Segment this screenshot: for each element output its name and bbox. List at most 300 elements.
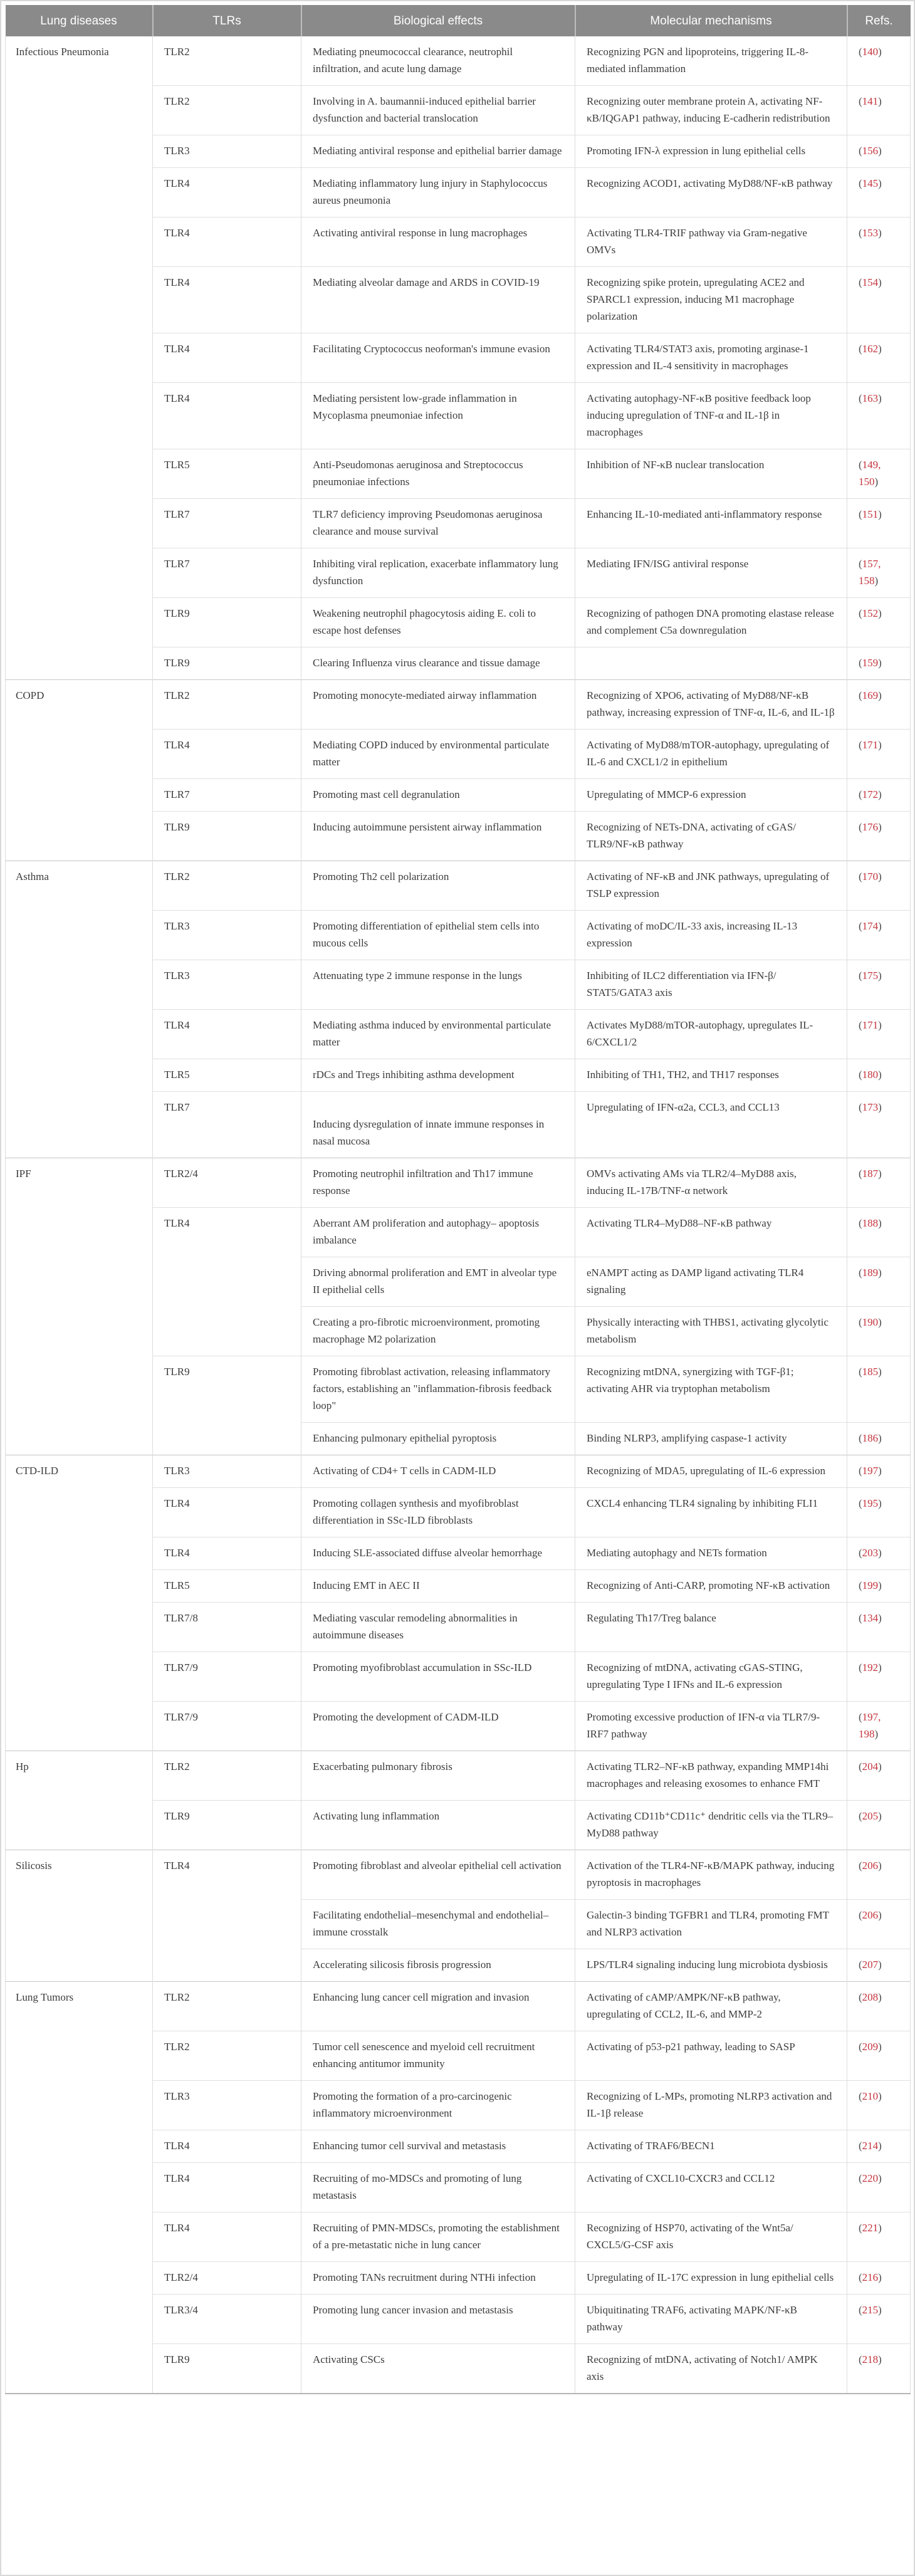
tlr-cell: TLR7/9 [153, 1652, 301, 1702]
ref-link[interactable]: 170 [862, 871, 879, 882]
ref-link[interactable]: 175 [862, 970, 879, 982]
mechanism-cell: Recognizing of mtDNA, activating of Notch1/ AMPK axis [575, 2344, 847, 2394]
effect-cell: Mediating antiviral response and epithelial barrier damage [301, 135, 575, 168]
mechanism-cell: LPS/TLR4 signaling inducing lung microbiota dysbiosis [575, 1949, 847, 1982]
tlr-cell: TLR3/4 [153, 2295, 301, 2344]
ref-link[interactable]: 215 [862, 2304, 879, 2316]
ref-link[interactable]: 221 [862, 2222, 879, 2234]
refs-cell [847, 2295, 911, 2344]
ref-paren-open: ( [859, 343, 862, 355]
ref-paren-close: ) [878, 2090, 882, 2102]
ref-paren-open: ( [859, 1497, 862, 1509]
effect-cell: Anti-Pseudomonas aeruginosa and Streptococcus pneumoniae infections [301, 449, 575, 499]
refs-cell [847, 1208, 911, 1257]
ref-paren-open: ( [859, 1432, 862, 1444]
ref-paren-open: ( [859, 2353, 862, 2365]
tlr-cell: TLR2 [153, 680, 301, 730]
table-body [6, 36, 911, 2394]
ref-link[interactable]: 180 [862, 1069, 879, 1081]
ref-paren-close: ) [878, 508, 882, 520]
refs-cell [847, 1356, 911, 1423]
ref-paren-close: ) [878, 1316, 882, 1328]
ref-paren-close: ) [878, 821, 882, 833]
ref-paren-close: ) [878, 1579, 882, 1591]
ref-paren-close: ) [878, 1168, 882, 1180]
tlr-cell: TLR7 [153, 779, 301, 812]
mechanism-cell: Activating of MyD88/mTOR-autophagy, upregulating of IL-6 and CXCL1/2 in epithelium [575, 730, 847, 779]
ref-paren-close: ) [874, 1728, 879, 1740]
ref-paren-open: ( [859, 2222, 862, 2234]
tlr-cell: TLR2 [153, 1751, 301, 1801]
effect-cell: Promoting TANs recruitment during NTHi infection [301, 2262, 575, 2295]
ref-paren-close: ) [878, 1267, 882, 1279]
mechanism-cell: Recognizing of mtDNA, activating cGAS-STING, upregulating Type I IFNs and IL-6 expression [575, 1652, 847, 1702]
ref-paren-open: ( [859, 689, 862, 701]
tlr-cell: TLR9 [153, 598, 301, 647]
ref-paren-close: ) [878, 920, 882, 932]
ref-link[interactable]: 204 [862, 1761, 879, 1772]
effect-cell: Promoting neutrophil infiltration and Th17 immune response [301, 1158, 575, 1208]
tlr-cell: TLR4 [153, 1850, 301, 1982]
mechanism-cell: Mediating autophagy and NETs formation [575, 1537, 847, 1570]
refs-cell [847, 2212, 911, 2262]
mechanism-cell: Upregulating of IFN-α2a, CCL3, and CCL13 [575, 1092, 847, 1158]
effect-cell: Accelerating silicosis fibrosis progression [301, 1949, 575, 1982]
header-lung-diseases: Lung diseases [6, 5, 153, 36]
effect-cell: Recruiting of PMN-MDSCs, promoting the establishment of a pre-metastatic niche in lung cancer [301, 2212, 575, 2262]
tlr-cell: TLR2/4 [153, 1158, 301, 1208]
mechanism-cell: Activating of TRAF6/BECN1 [575, 2130, 847, 2163]
ref-paren-open: ( [859, 2140, 862, 2152]
tlr-cell: TLR4 [153, 217, 301, 267]
table-row [6, 1455, 911, 1488]
ref-link[interactable]: 206 [862, 1909, 879, 1921]
ref-paren-open: ( [859, 227, 862, 239]
refs-cell [847, 779, 911, 812]
refs-cell [847, 548, 911, 598]
ref-link[interactable]: 162 [862, 343, 879, 355]
tlr-lung-diseases-table [5, 5, 911, 2394]
ref-paren-open: ( [859, 1761, 862, 1772]
refs-cell [847, 1570, 911, 1603]
ref-paren-open: ( [859, 657, 862, 669]
ref-link[interactable]: 171 [862, 1019, 879, 1031]
ref-link[interactable]: 195 [862, 1497, 879, 1509]
effect-cell: Promoting mast cell degranulation [301, 779, 575, 812]
ref-link[interactable]: 190 [862, 1316, 879, 1328]
effect-cell: Attenuating type 2 immune response in the lungs [301, 960, 575, 1010]
ref-paren-close: ) [878, 2304, 882, 2316]
ref-paren-open: ( [859, 821, 862, 833]
ref-link[interactable]: 134 [862, 1612, 879, 1624]
tlr-cell: TLR4 [153, 168, 301, 217]
ref-paren-close: ) [878, 1547, 882, 1559]
ref-paren-close: ) [878, 343, 882, 355]
refs-cell [847, 2344, 911, 2394]
ref-link[interactable]: 145 [862, 177, 879, 189]
refs-cell [847, 1652, 911, 1702]
tlr-cell: TLR7 [153, 548, 301, 598]
ref-paren-close: ) [878, 1810, 882, 1822]
ref-link[interactable]: 187 [862, 1168, 879, 1180]
refs-cell [847, 1488, 911, 1537]
ref-link[interactable]: 174 [862, 920, 879, 932]
mechanism-cell: Recognizing outer membrane protein A, activating NF-κB/IQGAP1 pathway, inducing E-cadherin redistribution [575, 86, 847, 135]
ref-paren-open: ( [859, 392, 862, 404]
ref-link[interactable]: 156 [862, 145, 879, 157]
effect-cell: Aberrant AM proliferation and autophagy– apoptosis imbalance [301, 1208, 575, 1257]
mechanism-cell: Activates MyD88/mTOR-autophagy, upregulates IL-6/CXCL1/2 [575, 1010, 847, 1059]
mechanism-cell: Galectin-3 binding TGFBR1 and TLR4, promoting FMT and NLRP3 activation [575, 1900, 847, 1949]
ref-paren-close: ) [878, 739, 882, 751]
refs-cell [847, 2262, 911, 2295]
refs-cell [847, 36, 911, 86]
refs-cell [847, 86, 911, 135]
refs-cell [847, 499, 911, 548]
ref-paren-close: ) [878, 1959, 882, 1971]
refs-cell [847, 217, 911, 267]
ref-link[interactable]: 220 [862, 2172, 879, 2184]
mechanism-cell: Recognizing of L-MPs, promoting NLRP3 activation and IL-1β release [575, 2081, 847, 2130]
tlr-cell: TLR4 [153, 2130, 301, 2163]
ref-link[interactable]: 153 [862, 227, 879, 239]
refs-cell [847, 1092, 911, 1158]
refs-cell [847, 911, 911, 960]
mechanism-cell: Recognizing of MDA5, upregulating of IL-6 expression [575, 1455, 847, 1488]
refs-cell [847, 1455, 911, 1488]
ref-paren-close: ) [878, 2041, 882, 2053]
ref-paren-open: ( [859, 558, 862, 570]
effect-cell: Promoting lung cancer invasion and metastasis [301, 2295, 575, 2344]
ref-paren-close: ) [878, 1662, 882, 1673]
mechanism-cell: Mediating IFN/ISG antiviral response [575, 548, 847, 598]
mechanism-cell: Enhancing IL-10-mediated anti-inflammatory response [575, 499, 847, 548]
effect-cell: Facilitating endothelial–mesenchymal and endothelial–immune crosstalk [301, 1900, 575, 1949]
ref-paren-close: ) [878, 2353, 882, 2365]
effect-cell: Inhibiting viral replication, exacerbate inflammatory lung dysfunction [301, 548, 575, 598]
header-molecular-mechanisms: Molecular mechanisms [575, 5, 847, 36]
ref-link[interactable]: 157, 158 [859, 558, 881, 587]
effect-cell: Involving in A. baumannii-induced epithelial barrier dysfunction and bacterial translocation [301, 86, 575, 135]
ref-link[interactable]: 205 [862, 1810, 879, 1822]
tlr-cell: TLR3 [153, 1455, 301, 1488]
effect-cell: Promoting the formation of a pro-carcinogenic inflammatory microenvironment [301, 2081, 575, 2130]
refs-cell [847, 1423, 911, 1455]
tlr-cell: TLR3 [153, 2081, 301, 2130]
mechanism-cell: Activating TLR4–MyD88–NF-κB pathway [575, 1208, 847, 1257]
ref-paren-open: ( [859, 607, 862, 619]
ref-link[interactable]: 189 [862, 1267, 879, 1279]
ref-paren-close: ) [878, 177, 882, 189]
disease-cell: Lung Tumors [6, 1982, 153, 2394]
ref-link[interactable]: 151 [862, 508, 879, 520]
ref-paren-open: ( [859, 920, 862, 932]
effect-cell: Promoting differentiation of epithelial stem cells into mucous cells [301, 911, 575, 960]
refs-cell [847, 1010, 911, 1059]
mechanism-cell: Activating TLR4-TRIF pathway via Gram-negative OMVs [575, 217, 847, 267]
ref-paren-open: ( [859, 1366, 862, 1378]
mechanism-cell: Upregulating of MMCP-6 expression [575, 779, 847, 812]
mechanism-cell: Promoting excessive production of IFN-α via TLR7/9-IRF7 pathway [575, 1702, 847, 1751]
mechanism-cell: Inhibition of NF-κB nuclear translocation [575, 449, 847, 499]
mechanism-cell: Activating TLR4/STAT3 axis, promoting arginase-1 expression and IL-4 sensitivity in macrophages [575, 333, 847, 383]
ref-paren-close: ) [878, 1465, 882, 1477]
tlr-cell: TLR2 [153, 36, 301, 86]
refs-cell [847, 333, 911, 383]
ref-paren-close: ) [878, 2140, 882, 2152]
effect-cell: Clearing Influenza virus clearance and tissue damage [301, 647, 575, 680]
ref-paren-open: ( [859, 1991, 862, 2003]
effect-cell: Facilitating Cryptococcus neoforman's immune evasion [301, 333, 575, 383]
tlr-cell: TLR4 [153, 333, 301, 383]
ref-link[interactable]: 163 [862, 392, 879, 404]
ref-paren-open: ( [859, 1465, 862, 1477]
ref-paren-open: ( [859, 1019, 862, 1031]
effect-cell: Promoting myofibroblast accumulation in SSc-ILD [301, 1652, 575, 1702]
ref-paren-open: ( [859, 2041, 862, 2053]
effect-cell: Recruiting of mo-MDSCs and promoting of lung metastasis [301, 2163, 575, 2212]
effect-cell: Activating of CD4+ T cells in CADM-ILD [301, 1455, 575, 1488]
refs-cell [847, 1158, 911, 1208]
mechanism-cell: Inhibiting of TH1, TH2, and TH17 responses [575, 1059, 847, 1092]
ref-paren-close: ) [878, 276, 882, 288]
mechanism-cell: Activating CD11b⁺CD11c⁺ dendritic cells via the TLR9–MyD88 pathway [575, 1801, 847, 1850]
ref-link[interactable]: 203 [862, 1547, 879, 1559]
header-tlrs: TLRs [153, 5, 301, 36]
tlr-cell: TLR5 [153, 1570, 301, 1603]
table-row [6, 861, 911, 911]
ref-link[interactable]: 199 [862, 1579, 879, 1591]
ref-link[interactable]: 171 [862, 739, 879, 751]
refs-cell [847, 730, 911, 779]
mechanism-cell: Activating of cAMP/AMPK/NF-κB pathway, upregulating of CCL2, IL-6, and MMP-2 [575, 1982, 847, 2031]
ref-paren-open: ( [859, 2271, 862, 2283]
header-refs: Refs. [847, 5, 911, 36]
effect-cell: Mediating COPD induced by environmental particulate matter [301, 730, 575, 779]
ref-paren-open: ( [859, 1217, 862, 1229]
ref-link[interactable]: 173 [862, 1101, 879, 1113]
mechanism-cell: Activating TLR2–NF-κB pathway, expanding MMP14hi macrophages and releasing exosomes to enhance FMT [575, 1751, 847, 1801]
ref-paren-close: ) [878, 1432, 882, 1444]
refs-cell [847, 1059, 911, 1092]
ref-link[interactable]: 154 [862, 276, 879, 288]
mechanism-cell: Recognizing ACOD1, activating MyD88/NF-κB pathway [575, 168, 847, 217]
ref-paren-close: ) [878, 2271, 882, 2283]
ref-paren-close: ) [878, 392, 882, 404]
table-row [6, 36, 911, 86]
tlr-cell: TLR4 [153, 1208, 301, 1356]
ref-link[interactable]: 176 [862, 821, 879, 833]
ref-paren-close: ) [878, 2222, 882, 2234]
mechanism-cell: Recognizing mtDNA, synergizing with TGF-β1; activating AHR via tryptophan metabolism [575, 1356, 847, 1423]
mechanism-cell: Recognizing of XPO6, activating of MyD88/NF-κB pathway, increasing expression of TNF-α, IL-6, and IL-1β [575, 680, 847, 730]
effect-cell: Enhancing pulmonary epithelial pyroptosis [301, 1423, 575, 1455]
mechanism-cell: Recognizing of Anti-CARP, promoting NF-κB activation [575, 1570, 847, 1603]
effect-cell: Mediating vascular remodeling abnormalities in autoimmune diseases [301, 1603, 575, 1652]
effect-cell: Weakening neutrophil phagocytosis aiding E. coli to escape host defenses [301, 598, 575, 647]
mechanism-cell: eNAMPT acting as DAMP ligand activating TLR4 signaling [575, 1257, 847, 1307]
ref-paren-close: ) [878, 1860, 882, 1872]
mechanism-cell: Activating of moDC/IL-33 axis, increasing IL-13 expression [575, 911, 847, 960]
mechanism-cell: Recognizing of pathogen DNA promoting elastase release and complement C5a downregulation [575, 598, 847, 647]
tlr-cell: TLR5 [153, 1059, 301, 1092]
effect-cell: Driving abnormal proliferation and EMT in alveolar type II epithelial cells [301, 1257, 575, 1307]
mechanism-cell: Recognizing PGN and lipoproteins, triggering IL-8-mediated inflammation [575, 36, 847, 86]
tlr-cell: TLR3 [153, 135, 301, 168]
ref-link[interactable]: 214 [862, 2140, 879, 2152]
refs-cell [847, 1850, 911, 1900]
ref-paren-open: ( [859, 1810, 862, 1822]
ref-link[interactable]: 149, 150 [859, 459, 881, 488]
mechanism-cell: Binding NLRP3, amplifying caspase-1 activity [575, 1423, 847, 1455]
disease-cell: IPF [6, 1158, 153, 1455]
ref-link[interactable]: 206 [862, 1860, 879, 1872]
tlr-cell: TLR2 [153, 86, 301, 135]
refs-cell [847, 1900, 911, 1949]
ref-paren-open: ( [859, 46, 862, 58]
ref-link[interactable]: 210 [862, 2090, 879, 2102]
ref-paren-open: ( [859, 1959, 862, 1971]
effect-cell: Promoting fibroblast activation, releasing inflammatory factors, establishing an "inflammation-fibrosis feedback loop" [301, 1356, 575, 1423]
effect-cell: Inducing autoimmune persistent airway inflammation [301, 812, 575, 861]
ref-paren-close: ) [878, 1497, 882, 1509]
ref-paren-open: ( [859, 1612, 862, 1624]
ref-paren-open: ( [859, 2304, 862, 2316]
ref-link[interactable]: 159 [862, 657, 879, 669]
tlr-cell: TLR4 [153, 2212, 301, 2262]
mechanism-cell: Inhibiting of ILC2 differentiation via IFN-β/ STAT5/GATA3 axis [575, 960, 847, 1010]
tlr-cell: TLR2 [153, 2031, 301, 2081]
ref-paren-close: ) [878, 1366, 882, 1378]
tlr-cell: TLR7/8 [153, 1603, 301, 1652]
refs-cell [847, 267, 911, 333]
ref-paren-close: ) [878, 145, 882, 157]
effect-cell: Mediating inflammatory lung injury in Staphylococcus aureus pneumonia [301, 168, 575, 217]
effect-cell: Activating lung inflammation [301, 1801, 575, 1850]
ref-paren-close: ) [878, 970, 882, 982]
disease-cell: Asthma [6, 861, 153, 1158]
ref-link[interactable]: 152 [862, 607, 879, 619]
ref-paren-close: ) [878, 1101, 882, 1113]
ref-link[interactable]: 209 [862, 2041, 879, 2053]
ref-paren-open: ( [859, 2090, 862, 2102]
disease-cell: CTD-ILD [6, 1455, 153, 1751]
ref-paren-close: ) [878, 657, 882, 669]
refs-cell [847, 1751, 911, 1801]
ref-paren-close: ) [878, 227, 882, 239]
ref-paren-close: ) [874, 575, 879, 587]
effect-cell: Exacerbating pulmonary fibrosis [301, 1751, 575, 1801]
effect-cell: Enhancing lung cancer cell migration and invasion [301, 1982, 575, 2031]
effect-cell: Inducing dysregulation of innate immune responses in nasal mucosa [301, 1092, 575, 1158]
effect-cell: TLR7 deficiency improving Pseudomonas aeruginosa clearance and mouse survival [301, 499, 575, 548]
mechanism-cell: Promoting IFN-λ expression in lung epithelial cells [575, 135, 847, 168]
ref-link[interactable]: 141 [862, 95, 879, 107]
ref-paren-open: ( [859, 508, 862, 520]
ref-link[interactable]: 169 [862, 689, 879, 701]
ref-link[interactable]: 185 [862, 1366, 879, 1378]
ref-link[interactable]: 197, 198 [859, 1711, 881, 1740]
ref-paren-close: ) [878, 2172, 882, 2184]
ref-link[interactable]: 188 [862, 1217, 879, 1229]
ref-paren-open: ( [859, 1316, 862, 1328]
mechanism-cell: Activating of NF-κB and JNK pathways, upregulating of TSLP expression [575, 861, 847, 911]
ref-paren-open: ( [859, 1711, 862, 1723]
effect-cell: Promoting collagen synthesis and myofibroblast differentiation in SSc-ILD fibroblasts [301, 1488, 575, 1537]
refs-cell [847, 1801, 911, 1850]
effect-cell: Promoting monocyte-mediated airway inflammation [301, 680, 575, 730]
ref-paren-close: ) [878, 1069, 882, 1081]
mechanism-cell: Upregulating of IL-17C expression in lung epithelial cells [575, 2262, 847, 2295]
mechanism-cell: Activating autophagy-NF-κB positive feedback loop inducing upregulation of TNF-α and IL-1β in macrophages [575, 383, 847, 449]
effect-cell: Activating antiviral response in lung macrophages [301, 217, 575, 267]
ref-link[interactable]: 218 [862, 2353, 879, 2365]
table-row [6, 1982, 911, 2031]
ref-link[interactable]: 192 [862, 1662, 879, 1673]
effect-cell: Mediating pneumococcal clearance, neutrophil infiltration, and acute lung damage [301, 36, 575, 86]
tlr-cell: TLR4 [153, 383, 301, 449]
tlr-cell: TLR7/9 [153, 1702, 301, 1751]
effect-cell: rDCs and Tregs inhibiting asthma development [301, 1059, 575, 1092]
effect-cell: Promoting the development of CADM-ILD [301, 1702, 575, 1751]
refs-cell [847, 2163, 911, 2212]
mechanism-cell: Recognizing of NETs-DNA, activating of cGAS/ TLR9/NF-κB pathway [575, 812, 847, 861]
refs-cell [847, 1702, 911, 1751]
ref-paren-close: ) [878, 95, 882, 107]
effect-cell: Mediating persistent low-grade inflammation in Mycoplasma pneumoniae infection [301, 383, 575, 449]
ref-paren-close: ) [878, 46, 882, 58]
disease-cell: Silicosis [6, 1850, 153, 1982]
ref-paren-close: ) [878, 1761, 882, 1772]
refs-cell [847, 1982, 911, 2031]
ref-paren-open: ( [859, 1168, 862, 1180]
refs-cell [847, 861, 911, 911]
refs-cell [847, 2130, 911, 2163]
ref-link[interactable]: 172 [862, 788, 879, 800]
ref-paren-open: ( [859, 871, 862, 882]
header-biological-effects: Biological effects [301, 5, 575, 36]
effect-cell: Mediating alveolar damage and ARDS in COVID-19 [301, 267, 575, 333]
disease-cell: COPD [6, 680, 153, 861]
ref-link[interactable]: 207 [862, 1959, 879, 1971]
ref-paren-open: ( [859, 177, 862, 189]
ref-link[interactable]: 216 [862, 2271, 879, 2283]
mechanism-cell: Regulating Th17/Treg balance [575, 1603, 847, 1652]
ref-link[interactable]: 197 [862, 1465, 879, 1477]
effect-cell: Promoting fibroblast and alveolar epithelial cell activation [301, 1850, 575, 1900]
ref-link[interactable]: 186 [862, 1432, 879, 1444]
tlr-cell: TLR4 [153, 1537, 301, 1570]
ref-link[interactable]: 140 [862, 46, 879, 58]
ref-paren-open: ( [859, 1267, 862, 1279]
table-row [6, 1158, 911, 1208]
mechanism-cell: Recognizing of HSP70, activating of the Wnt5a/ CXCL5/G-CSF axis [575, 2212, 847, 2262]
refs-cell [847, 1537, 911, 1570]
mechanism-cell: Ubiquitinating TRAF6, activating MAPK/NF-κB pathway [575, 2295, 847, 2344]
ref-paren-open: ( [859, 1069, 862, 1081]
tlr-cell: TLR2 [153, 1982, 301, 2031]
tlr-cell: TLR4 [153, 2163, 301, 2212]
effect-cell: Mediating asthma induced by environmental particulate matter [301, 1010, 575, 1059]
disease-cell: Infectious Pneumonia [6, 36, 153, 680]
ref-paren-open: ( [859, 1101, 862, 1113]
ref-paren-close: ) [878, 1612, 882, 1624]
ref-link[interactable]: 208 [862, 1991, 879, 2003]
ref-paren-close: ) [878, 871, 882, 882]
effect-cell: Promoting Th2 cell polarization [301, 861, 575, 911]
tlr-cell: TLR3 [153, 911, 301, 960]
table-row [6, 1850, 911, 1900]
